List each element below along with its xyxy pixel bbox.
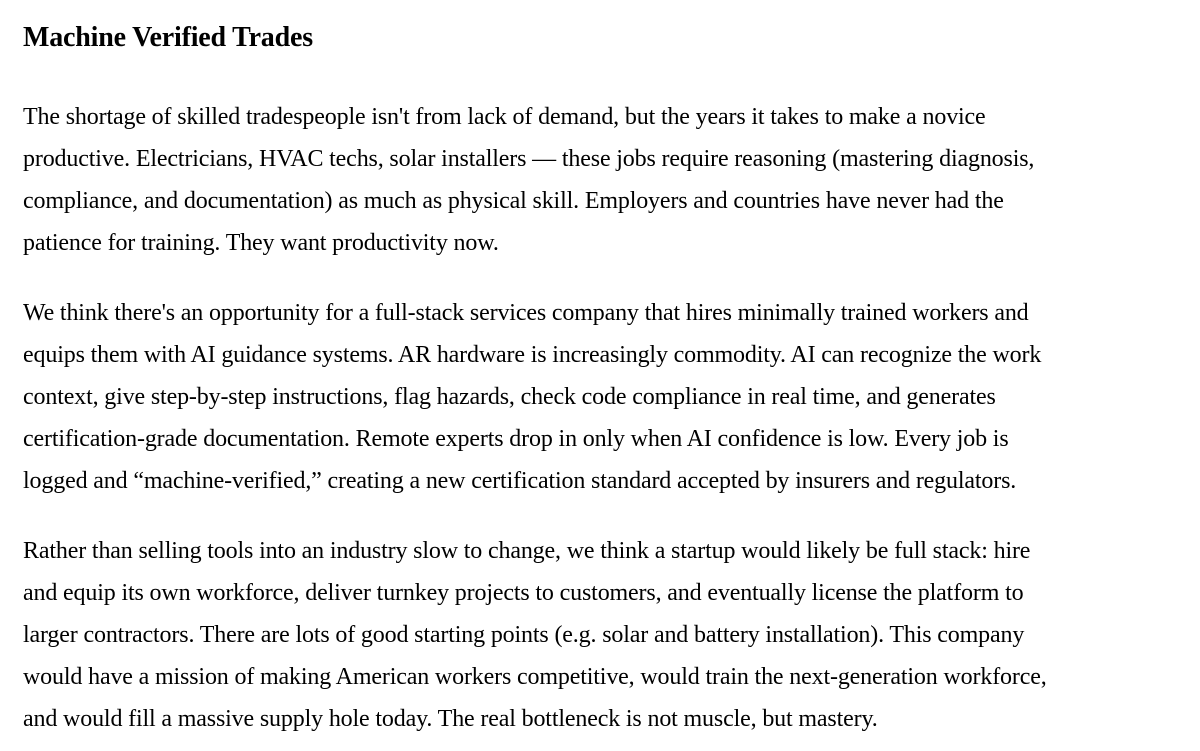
text-line: logged and “machine-verified,” creating a new certification standard accepted by insurers and regulators.: [23, 468, 1017, 494]
article-title: Machine Verified Trades: [23, 22, 313, 53]
text-line: Rather than selling tools into an industry slow to change, we think a startup would likely be full stack: hire: [23, 538, 1031, 564]
paragraph-shortage: [23, 96, 1180, 264]
text-line: The shortage of skilled tradespeople isn't from lack of demand, but the years it takes to make a novice: [23, 104, 986, 130]
paragraph-opportunity: [23, 292, 1180, 502]
text-line: context, give step-by-step instructions, flag hazards, check code compliance in real time, and generates: [23, 384, 996, 410]
text-line: and equip its own workforce, deliver turnkey projects to customers, and eventually license the platform to: [23, 580, 1024, 606]
text-line: equips them with AI guidance systems. AR hardware is increasingly commodity. AI can recognize the work: [23, 342, 1042, 368]
text-line: and would fill a massive supply hole today. The real bottleneck is not muscle, but mastery.: [23, 706, 878, 732]
text-line: would have a mission of making American workers competitive, would train the next-generation workforce,: [23, 664, 1047, 690]
text-line: certification-grade documentation. Remote experts drop in only when AI confidence is low. Every job is: [23, 426, 1009, 452]
text-line: larger contractors. There are lots of good starting points (e.g. solar and battery installation). This company: [23, 622, 1025, 648]
paragraph-full-stack: [23, 530, 1180, 740]
text-line: patience for training. They want productivity now.: [23, 230, 499, 256]
text-line: compliance, and documentation) as much as physical skill. Employers and countries have never had the: [23, 188, 1004, 214]
text-line: We think there's an opportunity for a full-stack services company that hires minimally trained workers and: [23, 300, 1029, 326]
text-line: productive. Electricians, HVAC techs, solar installers — these jobs require reasoning (mastering diagnosis,: [23, 146, 1035, 172]
